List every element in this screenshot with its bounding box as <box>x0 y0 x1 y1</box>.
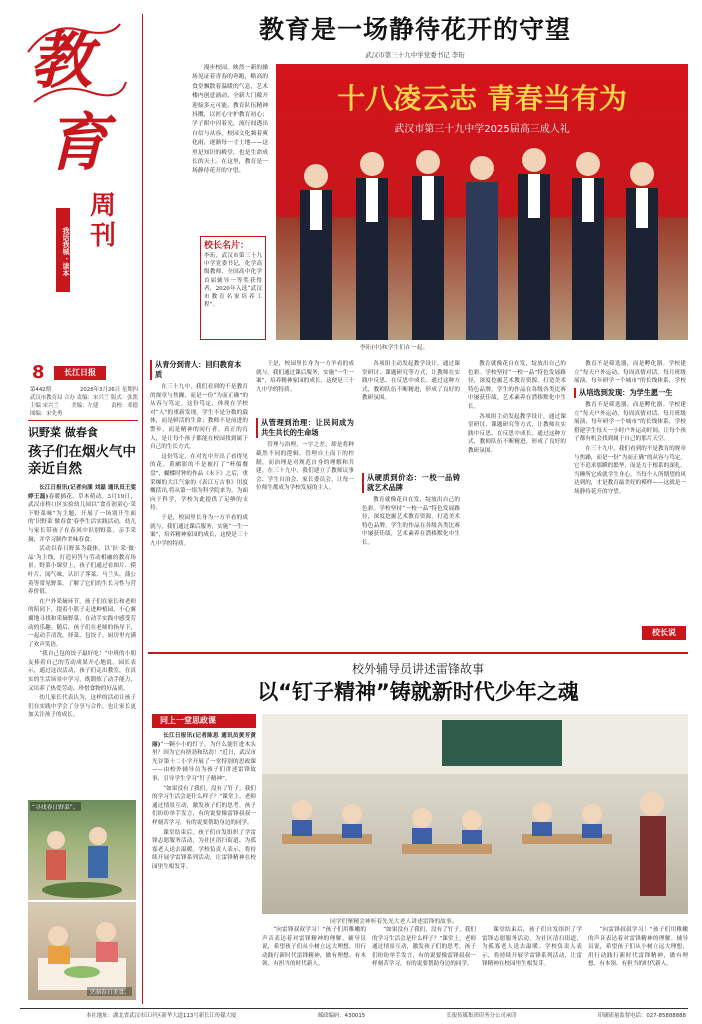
principal-card-title: 校长名片： <box>204 241 250 251</box>
masthead-vertical-slogan: 我话我城 · 读本 <box>56 208 70 292</box>
issue-number: 第442期 <box>30 387 52 393</box>
issue-info <box>30 386 138 418</box>
issue-photo-editor: 图编：宋先勇 <box>30 411 63 417</box>
main-article-byline: 武汉市第三十九中学党委书记 李珩 <box>365 51 465 59</box>
footer-hotline: 印刷质量监督电话：027-85888888 <box>597 1013 686 1019</box>
footer <box>86 1011 686 1019</box>
page-number: 8 <box>32 362 45 383</box>
bottom-article-kicker: 校外辅导员讲述雷锋故事 <box>351 662 484 676</box>
masthead-calligraphy-yu: 育 <box>46 106 109 179</box>
cooking-icon <box>28 902 136 1000</box>
footer-postcode: 邮政编码：430015 <box>317 1013 366 1019</box>
photo-banner-sub: 武汉市第三十九中学2025届高三成人礼 <box>394 124 570 135</box>
footer-printer: 长报传媒集团印务分公司承印 <box>446 1013 517 1019</box>
main-columns <box>150 354 688 650</box>
bottom-article-col-1: 长江日报讯(记者陈思 通讯员黄芳黄丽)“一颗小小的钉子，为什么能钉进木头里？因为它有挤劲和钻劲！”近日，武汉市光谷第十二小学开展了一堂特别的思政课——由校外辅导员为孩子们讲述雷锋故事，引导学生学习“钉子精神”。 “如果没有了我们，没有了钉子，我们的学习生活会是什么样子？”课堂上，老师通过情景互动，激发孩子们的思考。孩子们纷纷举手发言，有的说要像雷锋叔叔一样刻苦学习，有的说要帮助身边的同学。 课堂结束后，孩子们自发组织了学雷锋志愿服务活动，为社区清扫街道、为孤寡老人送去温暖。学校负责人表示，将持续开展学雷锋系列活动，让雷锋精神在校园里生根发芽。 <box>152 733 256 870</box>
left-photo-1-caption: “寻找春日野菜”。 <box>30 802 81 811</box>
principal-card <box>200 236 266 340</box>
section-3-continued: 教育就像花自在发，绽放出自己的色彩。学校坚持“一校一品”特色发展路径，深度挖掘艺术教育资源，打造美术特色品牌。学生的作品在各级各类比赛中屡获佳绩，艺术素养在潜移默化中生长。 各项组主动发起教学设计，通过课堂研讨、课题研究等方式，让教师在实践中反思、在反思中成长。通过这种方式，教师队伍不断精进，形成了良好的教研氛围。 <box>468 361 566 454</box>
issue-layout: 版式：张凯 <box>111 395 138 401</box>
masthead-zhou: 周 <box>90 191 117 221</box>
middle-divider <box>148 652 688 654</box>
bottom-article-col-2: “向雷锋叔叔学习！”孩子们用稚嫩的声音表达着对雷锋精神的理解。辅导员说，希望孩子们从小树立远大理想，用行动践行新时代雷锋精神，做有理想、有本领、有担当的时代新人。 <box>262 927 366 968</box>
main-photo <box>276 64 688 340</box>
footer-rule <box>20 1008 688 1009</box>
left-article-title: 孩子们在烟火气中亲近自然 <box>28 444 136 477</box>
main-article-intro: 漫步校园，映然一新的操场见证着青春的奔跑，略高的食堂飘散着温暖的气息，艺术楼内创意涌动，全新大门敞开迎接多元可能。教育队伍精神抖擞，以匠心守护教育初心；学子眼中闪着光，流行间透出自信与从容。校园文化频着爽化雨，逐渐每一寸土地——这里是知识的殿堂，也是生命成长的天土。在这里，教育是一场静待花开的守望。 <box>192 65 268 175</box>
students-group-icon <box>276 64 688 340</box>
masthead-calligraphy-jiao: 教 <box>30 24 93 97</box>
bottom-article-col-5: “向雷锋叔叔学习！”孩子们用稚嫩的声音表达着对雷锋精神的理解。辅导员说，希望孩子们从小树立远大理想，用行动践行新时代雷锋精神，做有理想、有本领、有担当的时代新人。 <box>588 927 688 968</box>
section-1-continued: 于是，校园里长身为一方羊看的成就与，我们通过课后服务，实施“一生一案”，培养精神家园的成长，这便是三十九中学的特质。 从管理到治理：让民间成为共生共长的生命场 管理与治理，一字之差，却是将种截然不同的逻辑。管理自上而下的控制，而治理是对规范自身的理解和共建。在三十九中，我们建立了教师议事会、学生自治会、家长委员会，让每一位师生都成为学校发展的主人。 <box>256 361 354 492</box>
bottom-article-title: 以“钉子精神”铸就新时代少年之魂 <box>257 680 579 704</box>
children-icon <box>28 800 136 900</box>
bottom-article-col-3: “如果没有了我们，没有了钉子，我们的学习生活会是什么样子？”课堂上，老师通过情景互动，激发孩子们的思考。孩子们纷纷举手发言，有的说要像雷锋叔叔一样刻苦学习，有的说要帮助身边的同学。 <box>372 927 476 968</box>
bottom-article-col-4: 课堂结束后，孩子们自发组织了学雷锋志愿服务活动，为社区清扫街道、为孤寡老人送去温暖。学校负责人表示，将持续开展学雷锋系列活动，让雷锋精神在校园里生根发芽。 <box>482 927 582 968</box>
section-4-title: 从培选到发现：为学生愿一生 <box>574 388 686 398</box>
section-4-lead: 教育不是筛选器，而是孵化器。学校建立“每天户外运动、每周真情对话、每月班级展演、每年研学一个城市”的长线体系，学校 <box>574 361 686 385</box>
section-4-body: 教育不是筛选器，而是孵化器。学校建立“每天户外运动、每周真情对话、每月班级展演、每年研学一个城市”的长线体系，学校搭建学生每天一小时户外运动时间，让每个孩子都有机会找到属于自己的那片天空。 在三十九中，我们看到的不是教育的规章与焦躁，而是一份“为而正确”的从容与笃定。它不追求那瞬的繁华，而是力于根系的深扎。当睡所它成就学生身心，当每个人所期望的风达到的，才是教育最美好的模样——这就是一场静待花开的守望。 <box>574 402 686 495</box>
footer-address: 本社地址：湖北省武汉市江岸区新华大道113号新长江传媒大厦 <box>86 1013 237 1019</box>
issue-proof: 责校：邓德 <box>111 403 138 409</box>
issue-org: 武汉市教育局 合办 <box>30 395 75 401</box>
issue-art: 美编：左建 <box>71 403 99 409</box>
left-article-byline: 长江日报讯(记者向漾 刘磊 通讯员王雯婷王磊) <box>28 485 136 500</box>
principal-says-stamp: 校长说 <box>642 626 686 640</box>
issue-date: 2026年3月26日 星期四 <box>79 387 138 393</box>
bottom-article-tag: 同上一堂思政课 <box>152 714 256 728</box>
paper-logo: 长江日报 <box>54 366 106 380</box>
bottom-photo-caption: 同学们聚精会神听着先光大老人讲述雷锋的故事。 <box>330 919 458 925</box>
left-article-body: 长江日报讯(记者向漾 刘磊 通讯员王雯婷王磊)春暖插花、草木萌动。3月19日，武汉市桥口区实验幼儿园以“食育润童心·采下野菜味”为主题，开展了一场别开生面的‘识野菜 做春食’春季生活实践活动，幼儿与家长带孩子在春风中识别野菜，亲手采摘，并学习制作美味春食。 活动以春日野菜为载体，以‘识·采·做·品’为主线，打造问答与劳动相融的教育场景。野菜小课堂上，孩子们通过看图片、摸叶片、闻气味，认识了荠菜、马兰头、蒲公英等常见野菜，了解了它们的生长习性与营养价值。 在户外采摘环节，孩子们在家长和老师的陪同下，提着小篮子走进种植园，小心翼翼地寻找和采摘野菜，在动手实践中感受劳动的乐趣。随后，孩子们在老师的指导下，一起动手清洗、择菜、包饺子，厨房里充满了欢声笑语。 “我自己包的饺子最好吃！”中班的小朋友捧着自己的劳动成果开心地说。园长表示，通过这次活动，孩子们走出教室，在真实的生活场景中学习，既锻炼了动手能力，又培养了热爱劳动、珍惜食物的好品质。 幼儿家长代表认为，这样的活动让孩子们在实践中学会了分享与合作，也让家长更加关注孩子的成长。 <box>28 485 136 719</box>
bottom-article-byline: 长江日报讯(记者陈思 通讯员黄芳黄丽) <box>152 733 256 748</box>
section-2-continued: 各项组主动发起教学设计，通过课堂研讨、课题研究等方式，让教师在实践中反思、在反思中成长。通过这种方式，教师队伍不断精进，形成了良好的教研氛围。 从硬质到价态：一校一品铸就艺术品牌 教育就像花自在发，绽放出自己的色彩。学校坚持“一校一品”特色发展路径，深度挖掘艺术教育资源，打造美术特色品牌。学生的作品在各级各类比赛中屡获佳绩，艺术素养在潜移默化中生长。 <box>362 361 460 546</box>
left-divider <box>28 420 138 421</box>
photo-banner-main: 十八凌云志 青春当有为 <box>337 82 627 115</box>
section-3-title: 从硬质到价态：一校一品铸就艺术品牌 <box>362 473 460 493</box>
issue-editor: 责编：宋兴兰 <box>76 395 110 401</box>
section-1-body: 在三十九中，我们看到的不是教育的规章与焦躁，而是一份“为而正确”的从容与笃定。这份笃定，体现在学校对“人”的重新发现。学生不是分数的载体，而是鲜活的生命；教师不是前进的警步，而是精神的同行者。真正的育人，是让每个孩子都能在校园找到属于自己的生长方式。 这份笃定，在对光中开出了看得见的花。黄鹂影的不是被打了“杯船餐盘”，蝴蝶时钟的作品《末下》之后，重采爆的大江气象的《表江万古事》用度概括出,将从第一组为科学院来为，为面向于科学，学校为此提供了足够的支持。 于是，校园里长身为一方羊看的成就与，我们通过课后服务，实施“一生一案”，培养精神家园的成长，这便是三十九中学的特质。 <box>150 384 248 547</box>
left-column-rule <box>142 14 143 1004</box>
bottom-photo <box>262 714 688 914</box>
left-photo-1 <box>28 800 136 900</box>
classroom-icon <box>262 714 688 914</box>
section-2-title: 从管理到治理：让民间成为共生共长的生命场 <box>256 418 354 438</box>
section-1-title: 从青分到青人：回归教育本质 <box>150 360 248 380</box>
left-photo-2 <box>28 902 136 1000</box>
left-photo-2-caption: 烹制春日美食。 <box>87 987 132 996</box>
main-article-title: 教育是一场静待花开的守望 <box>258 15 571 44</box>
masthead-kan: 刊 <box>90 221 117 251</box>
principal-card-text: 李珩，武汉市第三十九中学党委书记，化学高级教师，全国高中化学首届辅导一等奖获得者，2020年入选“武汉市教育名家培养工程”。 <box>204 253 262 309</box>
left-article-tag: 识野菜 做春食 <box>28 426 98 439</box>
main-photo-caption: 李珩(中)和学生们在一起。 <box>360 345 429 351</box>
masthead <box>20 12 132 382</box>
issue-chief: 主编 宋兴兰 <box>30 403 59 409</box>
